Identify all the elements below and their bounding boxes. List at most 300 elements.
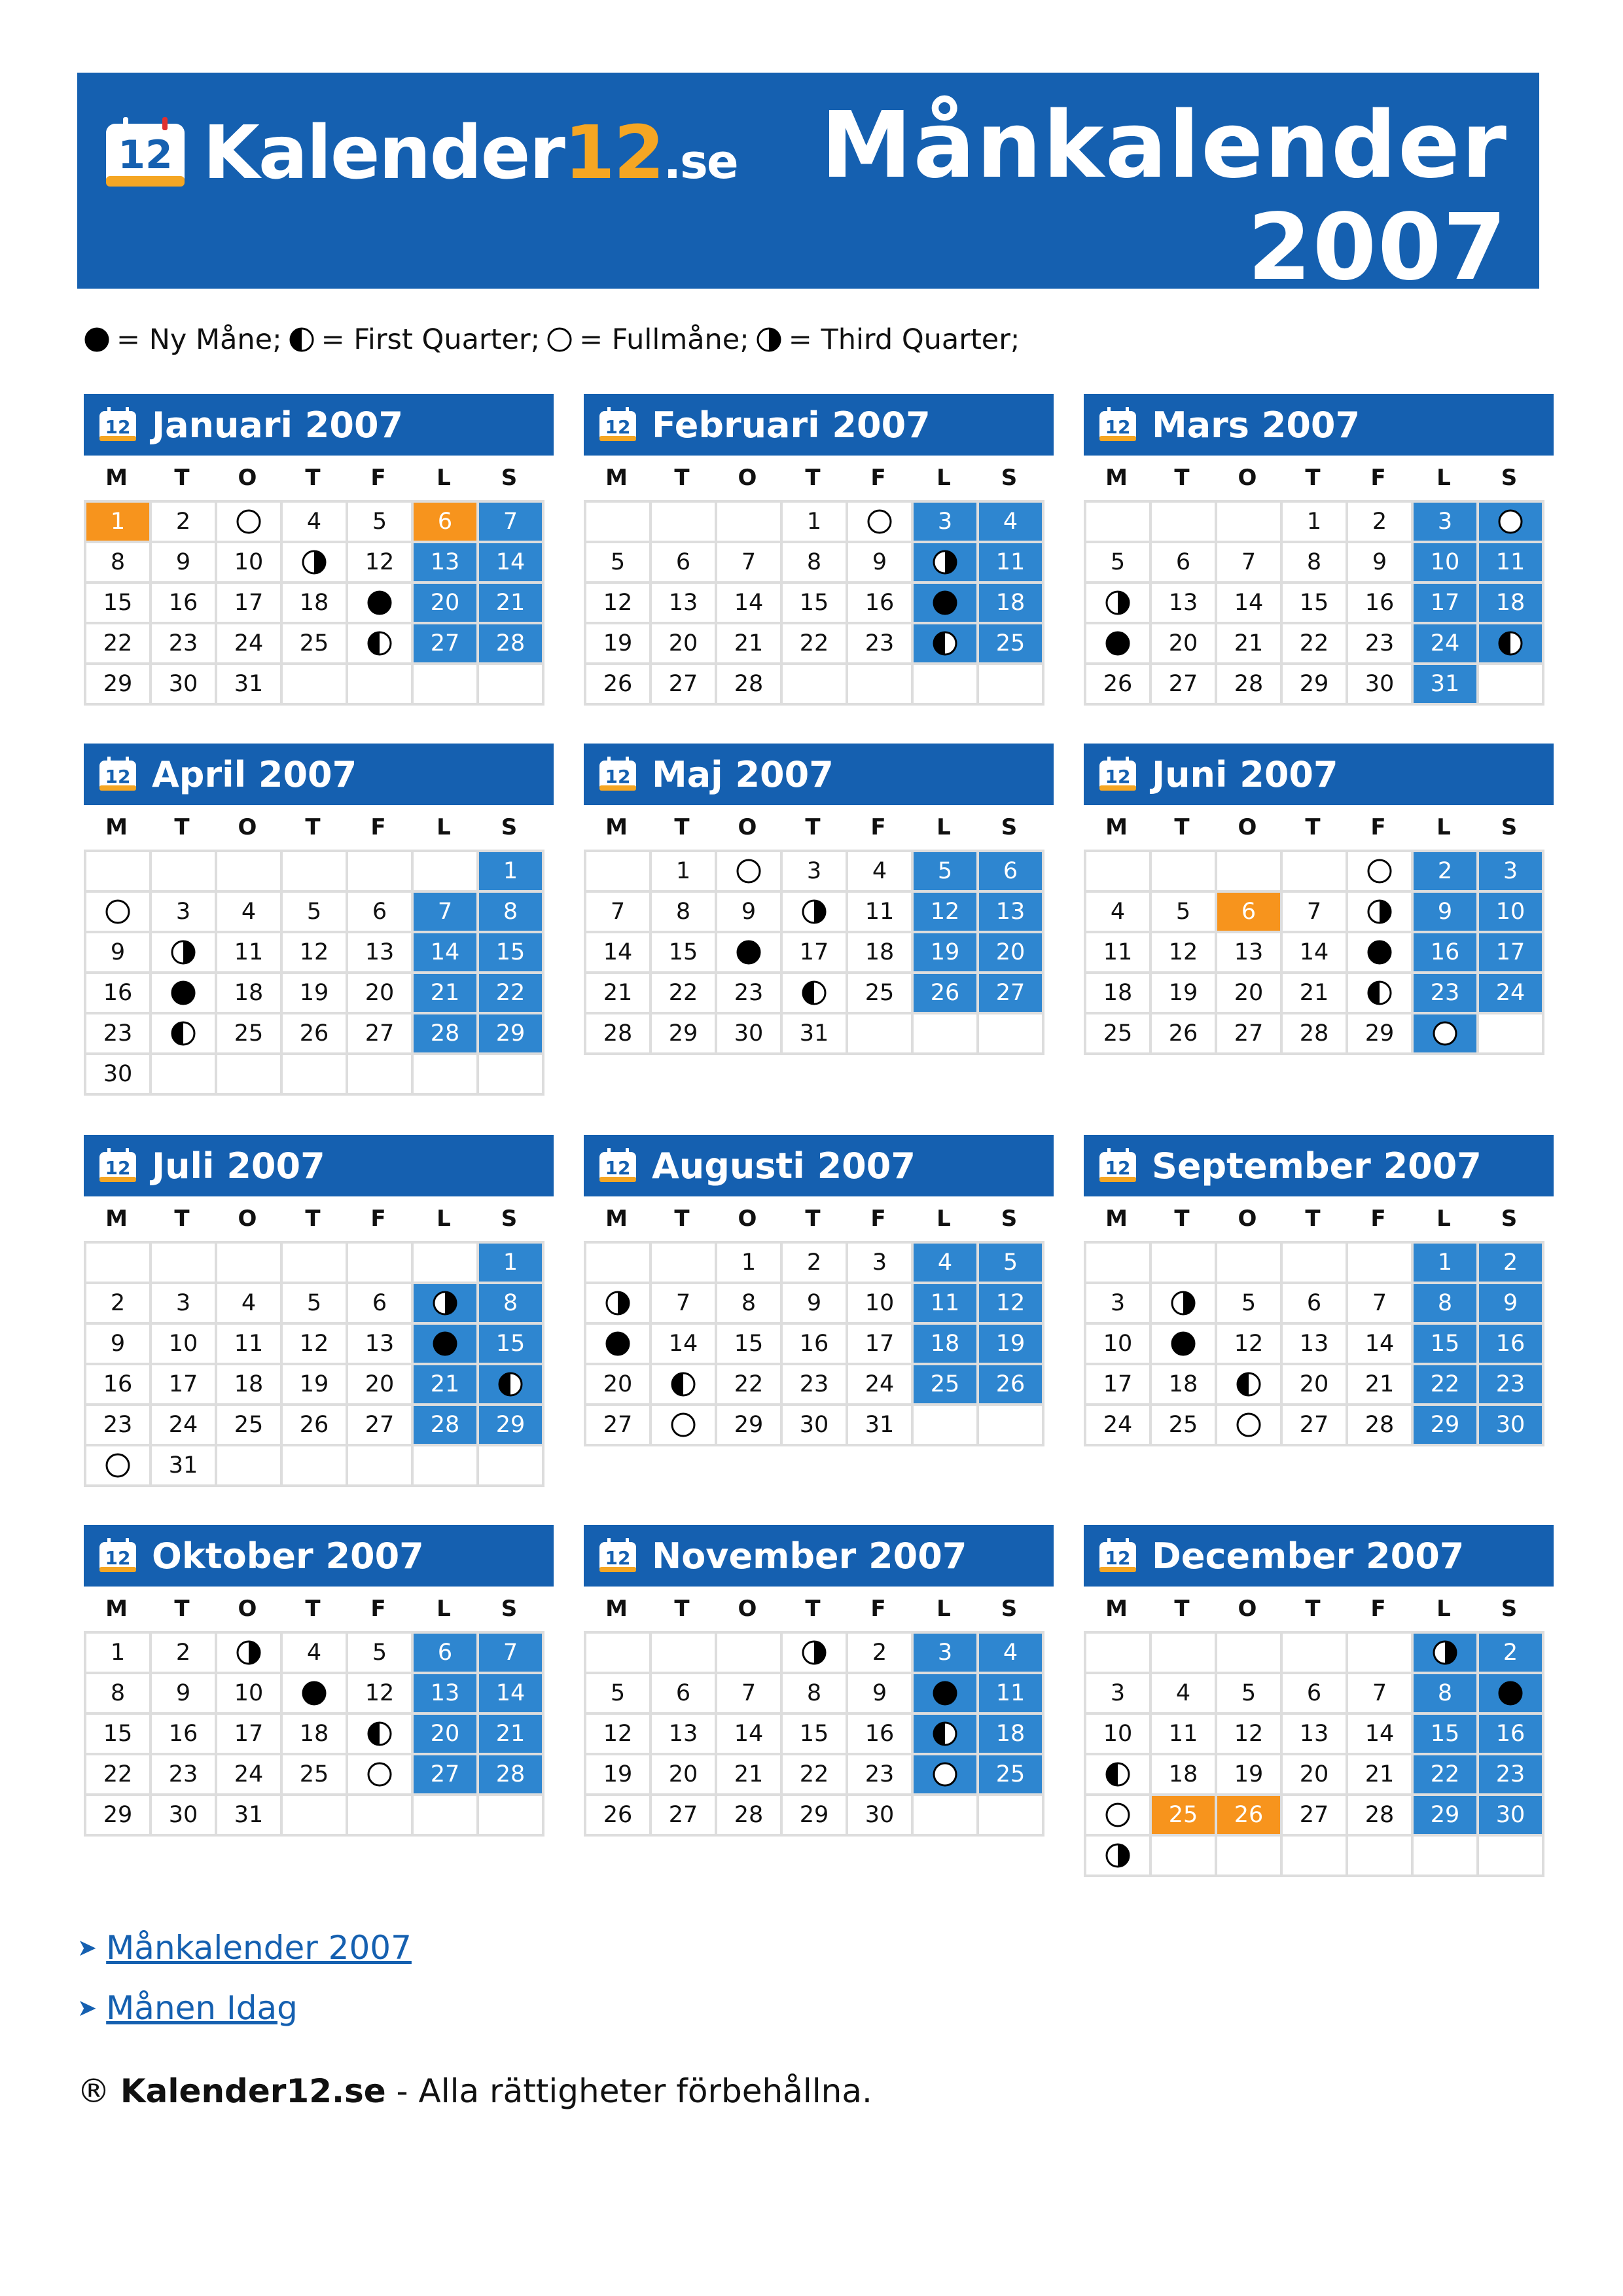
weekday-label: S [501,1206,518,1232]
month-title: September 2007 [1152,1145,1482,1187]
empty-cell [1217,1244,1283,1284]
days-grid [584,850,1044,1055]
day-cell: 18 [217,1365,283,1406]
weekday-label: F [1370,1596,1386,1622]
day-cell: 30 [783,1406,848,1446]
weekday-label: T [174,814,190,840]
weekday-row [1084,1587,1544,1631]
day-cell: 18 [283,1715,348,1755]
empty-cell [717,503,783,543]
day-cell: 11 [979,1674,1044,1715]
day-cell: 27 [652,1796,717,1837]
day-cell: 24 [217,624,283,665]
day-cell [1217,1406,1283,1446]
day-cell: 5 [586,543,652,584]
day-cell: 28 [414,1406,479,1446]
day-cell: 25 [217,1406,283,1446]
full-moon-icon [1236,1412,1262,1438]
day-cell: 23 [1479,1365,1544,1406]
day-cell: 12 [1152,933,1217,974]
weekday-label: T [805,814,821,840]
month-title: Februari 2007 [652,404,931,446]
weekday-label: T [674,465,690,491]
first-moon-icon [932,630,958,656]
day-cell: 5 [348,503,414,543]
day-cell: 2 [848,1634,914,1674]
day-cell: 8 [717,1284,783,1325]
full-moon-icon [1105,1802,1131,1828]
empty-cell [1217,503,1283,543]
day-cell: 21 [414,974,479,1014]
empty-cell [1217,852,1283,893]
weekday-row [84,1196,544,1241]
day-cell: 5 [283,893,348,933]
month-calendar [584,744,1054,1055]
new-moon-icon [170,980,196,1006]
svg-text:12: 12 [605,416,631,438]
day-cell: 14 [479,543,544,584]
day-cell: 16 [152,584,217,624]
day-cell [1086,1837,1152,1877]
weekday-label: L [1436,1206,1451,1232]
day-cell: 16 [1479,1325,1544,1365]
empty-cell [1086,852,1152,893]
day-cell: 26 [586,1796,652,1837]
day-cell: 11 [979,543,1044,584]
empty-cell [414,1244,479,1284]
new-moon-icon [932,590,958,616]
full-moon-icon [932,1761,958,1787]
day-cell: 1 [783,503,848,543]
moon-phase-legend [84,323,1026,356]
full-moon-icon [866,509,893,535]
full-moon-icon [1366,858,1393,884]
month-header [584,1135,1054,1196]
day-cell [1414,1014,1479,1055]
day-cell: 5 [1217,1674,1283,1715]
month-title: Oktober 2007 [152,1535,424,1577]
day-cell: 27 [586,1406,652,1446]
first-moon-icon [170,1020,196,1047]
month-header [84,744,554,805]
day-cell: 14 [586,933,652,974]
moon-today-link[interactable]: Månen Idag [106,1989,298,2027]
day-cell [848,503,914,543]
new-moon-icon [432,1331,458,1357]
empty-cell [1348,1634,1414,1674]
day-cell: 1 [652,852,717,893]
weekday-label: F [370,1596,386,1622]
day-cell [652,1406,717,1446]
day-cell: 11 [1152,1715,1217,1755]
day-cell: 4 [848,852,914,893]
weekday-label: L [437,814,451,840]
weekday-row [84,456,544,500]
day-cell: 12 [348,543,414,584]
empty-cell [914,1796,979,1837]
calendar-icon [1098,1538,1137,1573]
weekday-label: T [305,465,321,491]
day-cell: 31 [848,1406,914,1446]
day-cell: 3 [914,1634,979,1674]
day-cell: 20 [414,584,479,624]
empty-cell [586,1244,652,1284]
weekday-label: T [1174,465,1190,491]
weekday-label: M [105,465,128,491]
third-moon-icon [1105,1842,1131,1869]
day-cell: 5 [1086,543,1152,584]
third-moon-icon [236,1640,262,1666]
month-title: Augusti 2007 [652,1145,916,1187]
day-cell: 26 [283,1014,348,1055]
day-cell: 7 [414,893,479,933]
legend-label: = Fullmåne; [579,323,749,356]
day-cell [86,893,152,933]
day-cell: 16 [1479,1715,1544,1755]
calendar-icon [98,1148,137,1183]
day-cell: 16 [152,1715,217,1755]
weekday-row [84,1587,544,1631]
day-cell: 20 [979,933,1044,974]
day-cell: 12 [586,584,652,624]
new-moon-icon [1105,630,1131,656]
weekday-label: T [674,1596,690,1622]
days-grid [84,1631,544,1837]
day-cell: 7 [1348,1284,1414,1325]
day-cell: 10 [217,543,283,584]
page-title [821,92,1508,301]
day-cell: 18 [1152,1755,1217,1796]
day-cell [348,1755,414,1796]
day-cell: 21 [414,1365,479,1406]
days-grid [1084,1631,1544,1877]
calendar-icon [598,407,637,442]
empty-cell [283,1244,348,1284]
day-cell [652,1365,717,1406]
day-cell: 20 [1283,1365,1348,1406]
calendar-icon [598,757,637,792]
month-title: April 2007 [152,753,357,795]
day-cell [783,1634,848,1674]
day-cell: 13 [652,1715,717,1755]
empty-cell [1348,1244,1414,1284]
day-cell: 20 [348,1365,414,1406]
first-moon-icon [366,630,393,656]
day-cell: 18 [914,1325,979,1365]
weekday-label: F [1370,465,1386,491]
empty-cell [283,1055,348,1096]
day-cell: 29 [86,1796,152,1837]
calendar-icon [1098,1148,1137,1183]
day-cell: 10 [1086,1325,1152,1365]
first-moon-icon [1105,1761,1131,1787]
day-cell [1217,1365,1283,1406]
title-line1: Månkalender [821,92,1508,199]
day-cell: 7 [479,1634,544,1674]
day-cell: 24 [217,1755,283,1796]
day-cell: 25 [914,1365,979,1406]
empty-cell [217,852,283,893]
empty-cell [979,665,1044,706]
day-cell [479,1365,544,1406]
month-calendar [584,1525,1054,1837]
day-cell: 14 [1283,933,1348,974]
day-cell: 1 [1283,503,1348,543]
full-moon-icon [736,858,762,884]
day-cell: 23 [86,1014,152,1055]
empty-cell [152,1055,217,1096]
day-cell: 17 [1086,1365,1152,1406]
weekday-label: T [1174,1206,1190,1232]
day-cell: 21 [479,584,544,624]
empty-cell [479,1446,544,1487]
calendar-icon [98,757,137,792]
weekday-label: L [936,1596,951,1622]
month-header [584,744,1054,805]
day-cell: 15 [1414,1325,1479,1365]
day-cell: 18 [979,1715,1044,1755]
weekday-label: O [1238,1206,1257,1232]
day-cell [1152,1325,1217,1365]
day-cell: 26 [586,665,652,706]
day-cell: 19 [283,974,348,1014]
day-cell: 16 [86,974,152,1014]
day-cell: 23 [152,1755,217,1796]
month-header [84,394,554,456]
day-cell: 6 [348,893,414,933]
day-cell [1348,852,1414,893]
svg-text:12: 12 [105,1547,131,1569]
day-cell: 2 [1348,503,1414,543]
day-cell: 19 [586,1755,652,1796]
third-moon-icon [1366,899,1393,925]
links-section [77,1918,412,2038]
arrow-icon: ➤ [77,1994,98,2022]
weekday-label: T [1305,465,1321,491]
day-cell: 21 [717,624,783,665]
day-cell: 19 [1217,1755,1283,1796]
full-moon-icon [366,1761,393,1787]
day-cell [717,933,783,974]
third-moon-icon [932,549,958,575]
day-cell [152,1014,217,1055]
days-grid [84,850,544,1096]
moon-calendar-link[interactable]: Månkalender 2007 [106,1929,412,1967]
day-cell: 2 [783,1244,848,1284]
empty-cell [979,1406,1044,1446]
weekday-row [584,456,1044,500]
month-calendar [584,394,1054,706]
day-cell: 8 [652,893,717,933]
day-cell: 28 [1348,1796,1414,1837]
legend-symbol [84,327,110,353]
day-cell: 27 [414,624,479,665]
weekday-label: T [1305,814,1321,840]
new-moon-icon [1366,939,1393,965]
day-cell: 4 [1086,893,1152,933]
day-cell: 1 [479,852,544,893]
day-cell: 12 [1217,1715,1283,1755]
day-cell: 2 [86,1284,152,1325]
day-cell: 3 [1414,503,1479,543]
day-cell [1086,584,1152,624]
day-cell: 6 [414,1634,479,1674]
logo-text: Kalender12.se [203,111,738,196]
day-cell: 29 [1414,1796,1479,1837]
day-cell: 30 [717,1014,783,1055]
svg-text:12: 12 [1105,1157,1131,1179]
registered-symbol: ® [77,2072,110,2110]
day-cell: 16 [86,1365,152,1406]
day-cell: 26 [283,1406,348,1446]
day-cell: 21 [717,1755,783,1796]
day-cell: 18 [1086,974,1152,1014]
weekday-label: S [1501,465,1518,491]
calendar-icon [98,1538,137,1573]
weekday-label: S [1001,465,1018,491]
day-cell: 31 [783,1014,848,1055]
day-cell: 12 [283,1325,348,1365]
day-cell: 30 [1479,1796,1544,1837]
weekday-label: T [305,1206,321,1232]
day-cell: 27 [414,1755,479,1796]
day-cell [1479,624,1544,665]
weekday-label: T [305,814,321,840]
legend-symbol [546,327,573,353]
day-cell: 7 [1348,1674,1414,1715]
day-cell: 17 [783,933,848,974]
day-cell: 29 [1283,665,1348,706]
day-cell: 22 [1414,1755,1479,1796]
day-cell: 8 [479,893,544,933]
weekday-label: M [105,814,128,840]
calendar-icon [1098,407,1137,442]
third-moon-icon [170,939,196,965]
day-cell: 22 [1414,1365,1479,1406]
day-cell: 15 [783,584,848,624]
weekday-label: L [936,814,951,840]
weekday-label: T [174,1596,190,1622]
weekday-label: M [1105,465,1128,491]
logo[interactable] [103,111,738,196]
day-cell: 15 [86,1715,152,1755]
day-cell [1086,1755,1152,1796]
day-cell: 1 [479,1244,544,1284]
empty-cell [979,1796,1044,1837]
day-cell: 9 [783,1284,848,1325]
day-cell: 6 [652,543,717,584]
new-moon-icon [736,939,762,965]
day-cell: 9 [1348,543,1414,584]
day-cell [914,1755,979,1796]
day-cell: 14 [717,584,783,624]
day-cell: 28 [1348,1406,1414,1446]
day-cell: 24 [1086,1406,1152,1446]
day-cell: 13 [348,933,414,974]
day-cell: 6 [652,1674,717,1715]
day-cell: 18 [283,584,348,624]
day-cell: 20 [652,624,717,665]
full-moon-icon [105,1452,131,1479]
day-cell [1348,893,1414,933]
day-cell: 7 [652,1284,717,1325]
day-cell [586,1325,652,1365]
day-cell: 7 [1283,893,1348,933]
days-grid [1084,850,1544,1055]
day-cell: 23 [1414,974,1479,1014]
weekday-label: S [1501,814,1518,840]
weekday-label: T [805,1206,821,1232]
day-cell: 16 [848,584,914,624]
day-cell: 23 [1348,624,1414,665]
weekday-label: O [238,1206,257,1232]
legend-symbol [756,327,782,353]
day-cell: 20 [1152,624,1217,665]
day-cell: 12 [979,1284,1044,1325]
empty-cell [348,1055,414,1096]
day-cell: 27 [1217,1014,1283,1055]
day-cell [217,503,283,543]
day-cell: 15 [783,1715,848,1755]
day-cell: 14 [652,1325,717,1365]
day-cell: 5 [1217,1284,1283,1325]
weekday-label: M [605,814,628,840]
title-line2: 2007 [1247,194,1508,301]
empty-cell [1152,1244,1217,1284]
day-cell: 24 [1414,624,1479,665]
empty-cell [152,852,217,893]
day-cell: 23 [86,1406,152,1446]
day-cell: 6 [1283,1674,1348,1715]
day-cell: 9 [152,1674,217,1715]
weekday-label: L [1436,465,1451,491]
day-cell: 10 [1086,1715,1152,1755]
empty-cell [414,852,479,893]
first-moon-icon [497,1371,524,1397]
empty-cell [1414,1837,1479,1877]
weekday-label: M [1105,814,1128,840]
first-moon-icon [1497,630,1524,656]
day-cell [1086,1796,1152,1837]
empty-cell [1217,1837,1283,1877]
empty-cell [586,1634,652,1674]
day-cell: 4 [979,503,1044,543]
day-cell: 27 [1283,1406,1348,1446]
day-cell: 18 [217,974,283,1014]
first-moon-icon [1236,1371,1262,1397]
new-moon-icon [366,590,393,616]
day-cell: 17 [152,1365,217,1406]
svg-text:12: 12 [1105,1547,1131,1569]
day-cell: 14 [1348,1325,1414,1365]
day-cell: 5 [979,1244,1044,1284]
day-cell: 6 [979,852,1044,893]
day-cell: 15 [86,584,152,624]
weekday-row [1084,1196,1544,1241]
day-cell: 25 [217,1014,283,1055]
day-cell: 29 [86,665,152,706]
day-cell: 30 [1348,665,1414,706]
day-cell: 28 [479,1755,544,1796]
day-cell: 26 [914,974,979,1014]
day-cell: 6 [1217,893,1283,933]
day-cell: 3 [152,1284,217,1325]
svg-text:12: 12 [1105,766,1131,787]
day-cell: 18 [1152,1365,1217,1406]
month-calendar [84,394,554,706]
day-cell: 29 [1414,1406,1479,1446]
day-cell [1152,1284,1217,1325]
